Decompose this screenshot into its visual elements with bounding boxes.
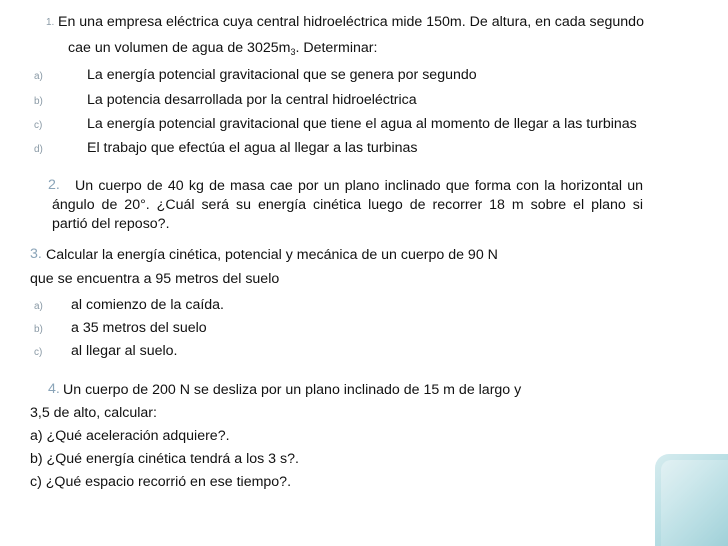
problem-1-marker-a: a) xyxy=(34,71,43,82)
problem-4-line-4: b) ¿Qué energía cinética tendrá a los 3 s?. xyxy=(30,451,299,467)
problem-4-line-1: Un cuerpo de 200 N se desliza por un plano inclinado de 15 m de largo y xyxy=(63,382,522,398)
corner-decoration xyxy=(655,454,728,546)
problem-3-number: 3. xyxy=(30,246,42,262)
problem-3-line-1: Calcular la energía cinética, potencial y mecánica de un cuerpo de 90 N xyxy=(46,247,498,263)
problem-1-item-b: La potencia desarrollada por la central hidroeléctrica xyxy=(87,92,417,108)
problem-3-marker-c: c) xyxy=(34,347,43,358)
problem-4-line-3: a) ¿Qué aceleración adquiere?. xyxy=(30,428,230,444)
problem-1-number: 1. xyxy=(46,17,55,28)
problem-1-item-d: El trabajo que efectúa el agua al llegar a las turbinas xyxy=(87,140,418,156)
problem-1-marker-b: b) xyxy=(34,96,43,107)
problem-3-item-c: al llegar al suelo. xyxy=(71,343,178,359)
problem-1-line-2: cae un volumen de agua de $3025m_3$. Determinar: xyxy=(68,40,378,57)
problem-1-item-c: La energía potencial gravitacional que tiene el agua al momento de llegar a las turbinas xyxy=(87,116,637,132)
problem-3-line-2: que se encuentra a 95 metros del suelo xyxy=(30,271,280,287)
problem-2-line-2: ángulo de 20°. ¿Cuál será su energía cinética luego de recorrer 18 m sobre el plano si xyxy=(52,197,643,213)
problem-1-marker-d: d) xyxy=(34,144,43,155)
problem-2-line-1: Un cuerpo de 40 kg de masa cae por un plano inclinado que forma con la horizontal un xyxy=(75,178,643,194)
problem-1-marker-c: c) xyxy=(34,120,43,131)
problem-2-number: 2. xyxy=(48,177,60,193)
problem-4-line-2: 3,5 de alto, calcular: xyxy=(30,405,157,421)
problem-4-line-5: c) ¿Qué espacio recorrió en ese tiempo?. xyxy=(30,474,292,490)
problem-1-item-a: La energía potencial gravitacional que se genera por segundo xyxy=(87,67,477,83)
problem-4-number: 4. xyxy=(48,381,60,397)
problem-3-item-a: al comienzo de la caída. xyxy=(71,297,225,313)
problem-3-item-b: a 35 metros del suelo xyxy=(71,320,207,336)
problem-3-marker-a: a) xyxy=(34,301,43,312)
problem-3-marker-b: b) xyxy=(34,324,43,335)
problem-1-line-1: En una empresa eléctrica cuya central hidroeléctrica mide 150m. De altura, en cada segundo xyxy=(58,14,644,30)
problem-2-line-3: partió del reposo?. xyxy=(52,216,170,232)
